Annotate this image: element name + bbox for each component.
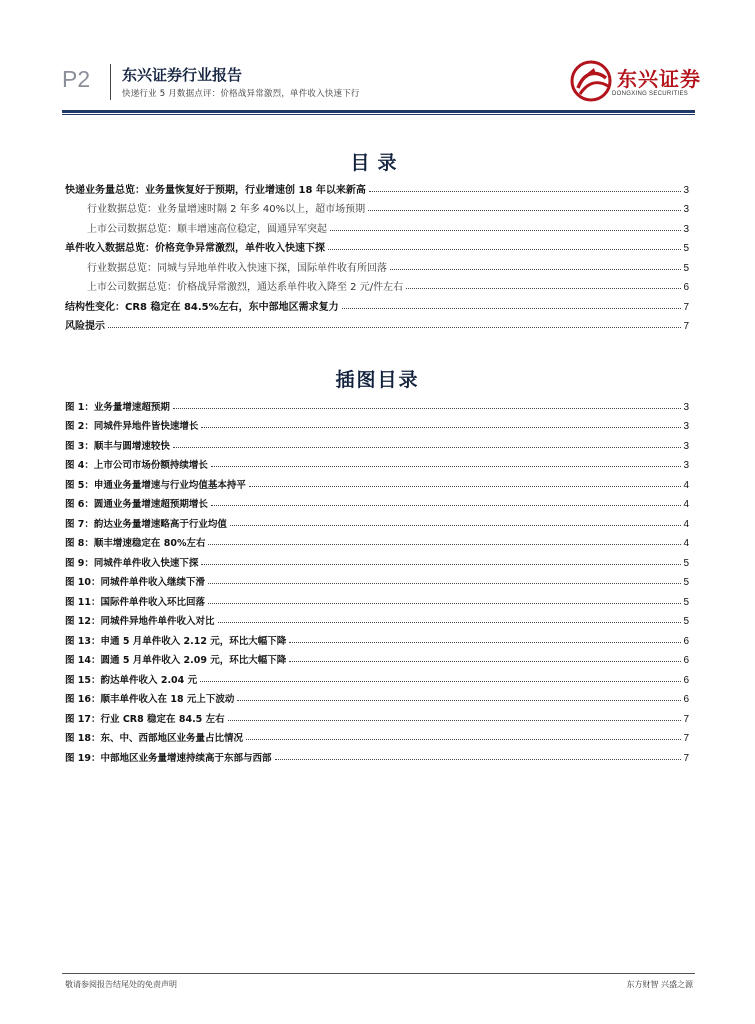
dot-leader xyxy=(173,447,682,448)
figure-entry[interactable] xyxy=(65,432,689,452)
figure-entry-title: 图 10：同城件单件收入继续下滑 xyxy=(65,577,206,588)
toc-entry-page: 3 xyxy=(683,223,689,235)
dot-leader xyxy=(330,230,681,231)
toc-entry[interactable] xyxy=(65,313,689,333)
dot-leader xyxy=(201,564,681,565)
dot-leader xyxy=(218,622,682,623)
header-divider xyxy=(110,64,111,100)
figure-entry[interactable] xyxy=(65,744,689,764)
figure-entry[interactable] xyxy=(65,666,689,686)
dot-leader xyxy=(406,288,681,289)
figure-entry-title: 图 3：顺丰与圆增速较快 xyxy=(65,440,170,452)
figure-entry-title: 图 11：国际件单件收入环比回落 xyxy=(65,596,206,608)
figure-entry-title: 图 9：同城件单件收入快速下探 xyxy=(65,557,199,569)
figure-entry[interactable] xyxy=(65,705,689,725)
dot-leader xyxy=(390,269,681,270)
dot-leader xyxy=(368,210,681,211)
figure-entry-title: 图 15：韵达单件收入 2.04 元 xyxy=(65,674,198,686)
figure-entry-page: 3 xyxy=(683,460,689,471)
toc-entry-title: 上市公司数据总览：价格战异常激烈，通达系单件收入降至 2 元/件左右 xyxy=(87,282,404,293)
figure-entry-title: 图 1：业务量增速超预期 xyxy=(65,401,170,413)
figure-entry[interactable] xyxy=(65,686,689,706)
figure-entry-title: 图 12：同城件异地件单件收入对比 xyxy=(65,616,215,627)
dot-leader xyxy=(208,603,681,604)
figure-entry-page: 6 xyxy=(683,655,689,666)
figures-list xyxy=(65,393,689,764)
toc-entry[interactable] xyxy=(65,293,689,313)
toc-list xyxy=(65,176,689,332)
toc-entry-page: 7 xyxy=(683,301,689,313)
figure-entry-title: 图 18：东、中、西部地区业务量占比情况 xyxy=(65,733,244,744)
figure-entry-title: 图 14：圆通 5 月单件收入 2.09 元，环比大幅下降 xyxy=(65,655,287,666)
footer-rule xyxy=(62,973,695,974)
figures-title: 插图目录 xyxy=(335,369,420,391)
toc-entry-title: 快递业务量总览：业务量恢复好于预期，行业增速创 18 年以来新高 xyxy=(65,184,366,196)
dot-leader xyxy=(211,466,682,467)
logo-english: DONGXING SECURITIES xyxy=(612,91,689,97)
figure-entry-page: 6 xyxy=(683,635,689,647)
toc-title: 目录 xyxy=(350,152,405,174)
figure-entry[interactable] xyxy=(65,588,689,608)
dot-leader xyxy=(289,661,681,662)
header-rule xyxy=(62,110,695,113)
page-number: P2 xyxy=(62,66,91,92)
figure-entry-title: 图 19：中部地区业务量增速持续高于东部与西部 xyxy=(65,752,272,764)
figure-entry[interactable] xyxy=(65,569,689,589)
toc-entry-page: 5 xyxy=(683,243,689,254)
toc-entry-page: 7 xyxy=(683,321,689,332)
toc-entry-title: 风险提示 xyxy=(65,321,105,332)
dot-leader xyxy=(211,505,682,506)
dot-leader xyxy=(328,249,681,250)
figure-entry-title: 图 13：申通 5 月单件收入 2.12 元，环比大幅下降 xyxy=(65,635,287,647)
figure-entry-page: 4 xyxy=(683,499,689,510)
dot-leader xyxy=(230,525,682,526)
figure-entry-page: 4 xyxy=(683,518,689,530)
figure-entry-page: 6 xyxy=(683,674,689,686)
figure-entry-title: 图 17：行业 CR8 稳定在 84.5 左右 xyxy=(65,713,225,725)
dot-leader xyxy=(249,486,682,487)
figure-entry-title: 图 16：顺丰单件收入在 18 元上下波动 xyxy=(65,694,235,705)
dot-leader xyxy=(201,427,681,428)
figure-entry-page: 7 xyxy=(683,713,689,725)
figure-entry[interactable] xyxy=(65,627,689,647)
figure-entry-title: 图 7：韵达业务量增速略高于行业均值 xyxy=(65,518,227,530)
figure-entry[interactable] xyxy=(65,413,689,433)
figure-entry-page: 5 xyxy=(683,616,689,627)
figure-entry-title: 图 5：申通业务量增速与行业均值基本持平 xyxy=(65,479,246,491)
figure-entry[interactable] xyxy=(65,647,689,667)
figure-entry-page: 5 xyxy=(683,596,689,608)
toc-entry[interactable] xyxy=(65,235,689,255)
logo-name: 东兴证券 xyxy=(617,67,701,91)
toc-entry[interactable] xyxy=(65,274,689,294)
figure-entry-page: 5 xyxy=(683,577,689,588)
figure-entry-title: 图 2：同城件异地件皆快速增长 xyxy=(65,421,199,432)
figure-entry[interactable] xyxy=(65,530,689,550)
figure-entry-page: 7 xyxy=(683,752,689,764)
figure-entry-page: 4 xyxy=(683,479,689,491)
dot-leader xyxy=(108,327,681,328)
toc-entry[interactable] xyxy=(65,215,689,235)
figure-entry[interactable] xyxy=(65,491,689,511)
figure-entry-page: 7 xyxy=(683,733,689,744)
header-rule-thin xyxy=(62,114,695,115)
figure-entry[interactable] xyxy=(65,510,689,530)
dot-leader xyxy=(228,720,682,721)
toc-entry[interactable] xyxy=(65,176,689,196)
page-header xyxy=(0,0,755,120)
figure-entry[interactable] xyxy=(65,608,689,628)
figure-entry-title: 图 6：圆通业务量增速超预期增长 xyxy=(65,499,208,510)
figure-entry-title: 图 8：顺丰增速稳定在 80%左右 xyxy=(65,538,206,549)
footer-slogan: 东方财智 兴盛之源 xyxy=(626,980,693,989)
figure-entry-page: 6 xyxy=(683,694,689,705)
toc-entry-title: 单件收入数据总览：价格竞争异常激烈，单件收入快速下探 xyxy=(65,243,325,254)
figure-entry-page: 3 xyxy=(683,440,689,452)
figure-entry[interactable] xyxy=(65,393,689,413)
toc-entry-title: 行业数据总览：同城与异地单件收入快速下探，国际单件收有所回落 xyxy=(87,262,387,274)
dot-leader xyxy=(208,544,681,545)
figure-entry-title: 图 4：上市公司市场份额持续增长 xyxy=(65,460,208,471)
figure-entry[interactable] xyxy=(65,471,689,491)
toc-entry-page: 3 xyxy=(683,184,689,196)
dot-leader xyxy=(200,681,681,682)
toc-entry-page: 3 xyxy=(683,204,689,215)
figure-entry-page: 5 xyxy=(683,557,689,569)
dot-leader xyxy=(237,700,681,701)
figure-entry[interactable] xyxy=(65,452,689,472)
figure-entry-page: 3 xyxy=(683,421,689,432)
dot-leader xyxy=(275,759,682,760)
dot-leader xyxy=(173,408,682,409)
dot-leader xyxy=(289,642,681,643)
dot-leader xyxy=(208,583,681,584)
figure-entry[interactable] xyxy=(65,549,689,569)
dot-leader xyxy=(342,308,682,309)
report-subtitle: 快递行业 5 月数据点评：价格战异常激烈，单件收入快速下行 xyxy=(122,89,360,99)
dot-leader xyxy=(246,739,681,740)
toc-entry[interactable] xyxy=(65,254,689,274)
figure-entry[interactable] xyxy=(65,725,689,745)
toc-entry-title: 行业数据总览：业务量增速时隔 2 年多 40%以上，超市场预期 xyxy=(87,204,366,215)
toc-entry-page: 5 xyxy=(683,262,689,274)
toc-entry[interactable] xyxy=(65,196,689,216)
dot-leader xyxy=(369,191,682,192)
toc-entry-page: 6 xyxy=(683,282,689,293)
report-title: 东兴证券行业报告 xyxy=(122,66,243,84)
figure-entry-page: 4 xyxy=(683,538,689,549)
toc-entry-title: 结构性变化：CR8 稳定在 84.5%左右，东中部地区需求复力 xyxy=(65,301,339,313)
toc-entry-title: 上市公司数据总览：顺丰增速高位稳定，圆通异军突起 xyxy=(87,223,327,235)
figure-entry-page: 3 xyxy=(683,401,689,413)
footer-disclaimer: 敬请参阅报告结尾处的免责声明 xyxy=(65,980,177,989)
